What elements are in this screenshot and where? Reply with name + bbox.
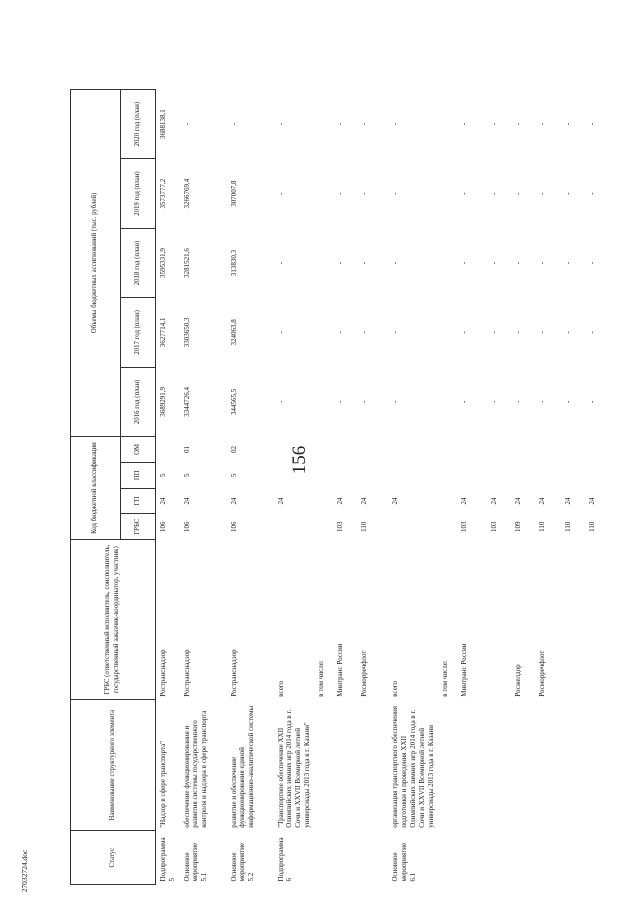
value-cell: 307007,8 <box>229 180 238 207</box>
table-body <box>156 36 606 885</box>
value-cell: - <box>360 122 369 126</box>
code-cell <box>333 462 357 488</box>
value-cell: - <box>588 261 597 265</box>
code-cell <box>561 437 585 463</box>
name-cell: организация транспортного обеспечения подготовки и проведения XXII Олимпийских зимних игр 2014 года в г. Сочи и XXVII Всемирной летней универсиады 2013 года в г. Казани <box>391 706 436 828</box>
code-cell <box>388 462 438 488</box>
header-code-pp: ПП <box>121 462 156 488</box>
code-cell <box>487 462 511 488</box>
value-cell: - <box>276 261 285 265</box>
code-cell: 106 <box>229 521 238 532</box>
spacer <box>314 36 333 90</box>
table-row <box>535 36 561 885</box>
code-cell <box>457 437 487 463</box>
code-cell: 24 <box>159 497 167 505</box>
code-cell: 24 <box>588 497 597 505</box>
value-cell: 3595331,9 <box>159 248 167 278</box>
value-cell: 3344726,4 <box>182 386 191 417</box>
value-cell: - <box>360 331 369 334</box>
status-cell <box>561 831 585 885</box>
spacer <box>487 36 511 90</box>
value-cell: - <box>360 261 369 265</box>
code-cell <box>314 462 333 488</box>
value-cell: - <box>276 331 285 334</box>
name-cell <box>561 700 585 831</box>
name-cell <box>314 700 333 831</box>
spacer <box>388 36 438 90</box>
value-cell: - <box>538 261 547 265</box>
code-cell: 24 <box>276 497 285 505</box>
code-cell: 106 <box>182 521 191 532</box>
code-cell: 103 <box>490 521 499 532</box>
grbs-cell: всего <box>391 680 400 697</box>
value-cell <box>314 367 333 436</box>
table-row <box>388 36 438 885</box>
code-cell: 24 <box>182 497 191 505</box>
value-cell: - <box>276 122 285 126</box>
header-year-2019: 2019 год (план) <box>121 159 156 228</box>
value-cell: - <box>460 400 469 403</box>
name-cell <box>457 700 487 831</box>
table-row <box>156 36 180 885</box>
code-cell: 24 <box>336 497 345 505</box>
code-cell <box>535 462 561 488</box>
grbs-cell: Минтранс России <box>460 643 469 697</box>
table-row <box>438 36 457 885</box>
value-cell: - <box>588 192 597 195</box>
budget-table-page <box>70 35 635 885</box>
value-cell: - <box>538 192 547 195</box>
value-cell: - <box>514 331 523 334</box>
value-cell: - <box>336 192 345 195</box>
code-cell <box>156 437 180 463</box>
value-cell: - <box>490 122 499 126</box>
status-cell: Подпрограмма 6 <box>276 837 294 882</box>
code-cell <box>511 462 535 488</box>
status-cell <box>535 831 561 885</box>
name-cell <box>511 700 535 831</box>
value-cell: 3627714,1 <box>159 317 167 348</box>
grbs-cell: Ространснадзор <box>159 649 167 697</box>
value-cell: 3303650,3 <box>182 317 191 348</box>
code-cell <box>388 437 438 463</box>
code-cell: 110 <box>588 521 597 532</box>
value-cell <box>314 228 333 297</box>
grbs-cell: Росжелдор <box>514 664 523 697</box>
code-cell <box>535 437 561 463</box>
header-year-2016: 2016 год (план) <box>121 367 156 436</box>
code-cell <box>274 514 315 540</box>
value-cell: - <box>391 261 400 265</box>
code-cell <box>314 437 333 463</box>
code-cell <box>457 462 487 488</box>
header-grbs: ГРБС (ответственный исполнитель, соисполнитель, государственный заказчик-координатор, участник) <box>71 540 156 700</box>
code-cell <box>357 462 388 488</box>
budget-table <box>70 35 605 885</box>
code-cell: 106 <box>159 521 167 532</box>
table-row <box>180 36 227 885</box>
table-row <box>457 36 487 885</box>
code-cell <box>274 462 315 488</box>
header-year-2018: 2018 год (план) <box>121 228 156 297</box>
code-cell <box>585 437 605 463</box>
code-cell <box>314 488 333 514</box>
spacer <box>438 36 457 90</box>
value-cell: - <box>564 261 573 265</box>
code-cell: 103 <box>336 521 345 532</box>
code-cell: 109 <box>514 521 523 532</box>
table-row <box>487 36 511 885</box>
spacer <box>535 36 561 90</box>
value-cell <box>314 298 333 367</box>
code-cell: 24 <box>514 497 523 505</box>
value-cell: - <box>336 122 345 126</box>
value-cell: - <box>360 192 369 195</box>
spacer <box>71 36 121 90</box>
value-cell: - <box>460 331 469 334</box>
code-cell <box>314 514 333 540</box>
status-cell: Основное мероприятие 5.1 <box>182 842 209 882</box>
code-cell: 5 <box>229 473 238 477</box>
value-cell: - <box>460 261 469 265</box>
header-code-om: ОМ <box>121 437 156 463</box>
code-cell: 02 <box>229 445 238 453</box>
status-cell: Основное мероприятие 5.2 <box>229 842 256 882</box>
value-cell <box>438 89 457 158</box>
grbs-cell: в том числе: <box>441 660 450 697</box>
value-cell: - <box>490 400 499 403</box>
status-cell: Подпрограмма 5 <box>159 837 176 882</box>
value-cell: - <box>460 192 469 195</box>
code-cell: 24 <box>564 497 573 505</box>
header-year-2017: 2017 год (план) <box>121 298 156 367</box>
code-cell: 24 <box>538 497 547 505</box>
status-cell <box>314 831 333 885</box>
value-cell: 3688138,1 <box>159 109 167 139</box>
code-cell: 110 <box>360 521 369 532</box>
value-cell: - <box>336 400 345 403</box>
grbs-cell: всего <box>276 680 285 697</box>
value-cell: - <box>391 192 400 195</box>
spacer <box>457 36 487 90</box>
table-row <box>314 36 333 885</box>
table-row <box>274 36 315 885</box>
spacer <box>585 36 605 90</box>
value-cell: - <box>564 331 573 334</box>
name-cell: "Надзор в сфере транспорта" <box>159 740 167 828</box>
value-cell: - <box>588 331 597 334</box>
header-name: Наименование структурного элемента <box>71 700 156 831</box>
table-row <box>333 36 357 885</box>
name-cell: "Транспортное обеспечение XXII Олимпийских зимних игр 2014 года в г. Сочи и XXVII Всемирной летней универсиады 2013 года в г. Казани" <box>276 709 312 828</box>
name-cell <box>333 700 357 831</box>
code-cell: 24 <box>360 497 369 505</box>
grbs-cell: Росморречфлот <box>538 650 547 697</box>
value-cell <box>438 298 457 367</box>
value-cell: - <box>336 331 345 334</box>
name-cell <box>535 700 561 831</box>
value-cell: - <box>276 192 285 195</box>
name-cell <box>357 700 388 831</box>
status-cell <box>585 831 605 885</box>
spacer <box>227 36 274 90</box>
value-cell: - <box>564 192 573 195</box>
value-cell: 3573777,2 <box>159 178 167 209</box>
code-cell <box>388 514 438 540</box>
code-cell <box>511 437 535 463</box>
code-cell: 24 <box>391 497 400 505</box>
code-cell: 103 <box>460 521 469 532</box>
value-cell: - <box>588 122 597 126</box>
code-cell <box>438 462 457 488</box>
spacer <box>121 36 156 90</box>
code-cell <box>438 488 457 514</box>
header-code-gp: ГП <box>121 488 156 514</box>
page-number: 156 <box>289 445 310 475</box>
status-cell <box>357 831 388 885</box>
spacer <box>274 36 315 90</box>
value-cell: - <box>538 331 547 334</box>
value-cell: - <box>276 400 285 403</box>
value-cell: - <box>229 122 238 126</box>
document-id: 27032724.doc <box>20 849 29 893</box>
code-cell: 01 <box>182 445 191 453</box>
code-cell: 24 <box>460 497 469 505</box>
spacer <box>561 36 585 90</box>
table-row <box>561 36 585 885</box>
value-cell: 344565,5 <box>229 388 238 415</box>
header-year-2020: 2020 год (план) <box>121 89 156 158</box>
spacer <box>511 36 535 90</box>
value-cell: 313830,3 <box>229 249 238 277</box>
value-cell: - <box>490 261 499 265</box>
spacer <box>357 36 388 90</box>
code-cell <box>561 462 585 488</box>
value-cell <box>438 159 457 228</box>
value-cell: - <box>360 400 369 403</box>
code-cell <box>274 437 315 463</box>
value-cell <box>314 89 333 158</box>
status-cell <box>457 831 487 885</box>
value-cell: - <box>514 122 523 126</box>
grbs-cell <box>561 540 585 700</box>
table-row <box>227 36 274 885</box>
value-cell <box>438 228 457 297</box>
table-row <box>585 36 605 885</box>
code-cell: 5 <box>159 473 167 477</box>
code-cell: 110 <box>538 521 547 532</box>
value-cell: - <box>514 192 523 195</box>
value-cell: - <box>564 122 573 126</box>
spacer <box>180 36 227 90</box>
grbs-cell: Ространснадзор <box>229 649 238 697</box>
value-cell: - <box>490 192 499 195</box>
value-cell: 3266769,4 <box>182 178 191 209</box>
value-cell: - <box>490 331 499 334</box>
value-cell: - <box>564 400 573 403</box>
value-cell: - <box>514 261 523 265</box>
value-cell: - <box>588 400 597 403</box>
name-cell <box>487 700 511 831</box>
code-cell <box>357 437 388 463</box>
code-cell <box>585 462 605 488</box>
value-cell: - <box>182 122 191 126</box>
header-status: Статус <box>71 831 156 885</box>
header-volume-group: Объемы бюджетных ассигнований (тыс. рублей) <box>71 89 121 436</box>
value-cell: - <box>538 400 547 403</box>
table-row <box>357 36 388 885</box>
value-cell: - <box>391 122 400 126</box>
code-cell: 24 <box>490 497 499 505</box>
value-cell: - <box>538 122 547 126</box>
value-cell: - <box>460 122 469 126</box>
header-code-group: Код бюджетной классификации <box>71 437 121 540</box>
code-cell: 110 <box>564 521 573 532</box>
code-cell: 24 <box>229 497 238 505</box>
code-cell <box>487 437 511 463</box>
grbs-cell: Росморречфлот <box>360 650 369 697</box>
spacer <box>156 36 180 90</box>
code-cell <box>438 437 457 463</box>
value-cell <box>314 159 333 228</box>
value-cell <box>438 367 457 436</box>
status-cell <box>333 831 357 885</box>
grbs-cell: в том числе: <box>317 660 326 697</box>
value-cell: 3281521,6 <box>182 248 191 278</box>
grbs-cell: Ространснадзор <box>182 649 191 697</box>
table-row <box>511 36 535 885</box>
code-cell: 5 <box>182 473 191 477</box>
value-cell: - <box>391 331 400 334</box>
name-cell <box>438 700 457 831</box>
value-cell: - <box>391 400 400 403</box>
status-cell <box>511 831 535 885</box>
status-cell <box>487 831 511 885</box>
table-header <box>71 36 156 885</box>
code-cell <box>333 437 357 463</box>
value-cell: 324063,8 <box>229 319 238 346</box>
value-cell: - <box>514 400 523 403</box>
header-code-grbs: ГРБС <box>121 514 156 540</box>
value-cell: - <box>336 261 345 265</box>
grbs-cell <box>487 540 511 700</box>
status-cell: Основное мероприятие 6.1 <box>391 842 418 882</box>
spacer <box>333 36 357 90</box>
name-cell: развитие и обеспечение функционирования единой информационно-аналитической системы <box>229 705 256 828</box>
status-cell <box>438 831 457 885</box>
name-cell: обеспечение функционирования и развития системы государственного контроля и надзора в сфере транспорта <box>182 710 209 828</box>
value-cell: 3689291,9 <box>159 386 167 417</box>
grbs-cell: Минтранс России <box>336 643 345 697</box>
name-cell <box>585 700 605 831</box>
code-cell <box>438 514 457 540</box>
grbs-cell <box>585 540 605 700</box>
